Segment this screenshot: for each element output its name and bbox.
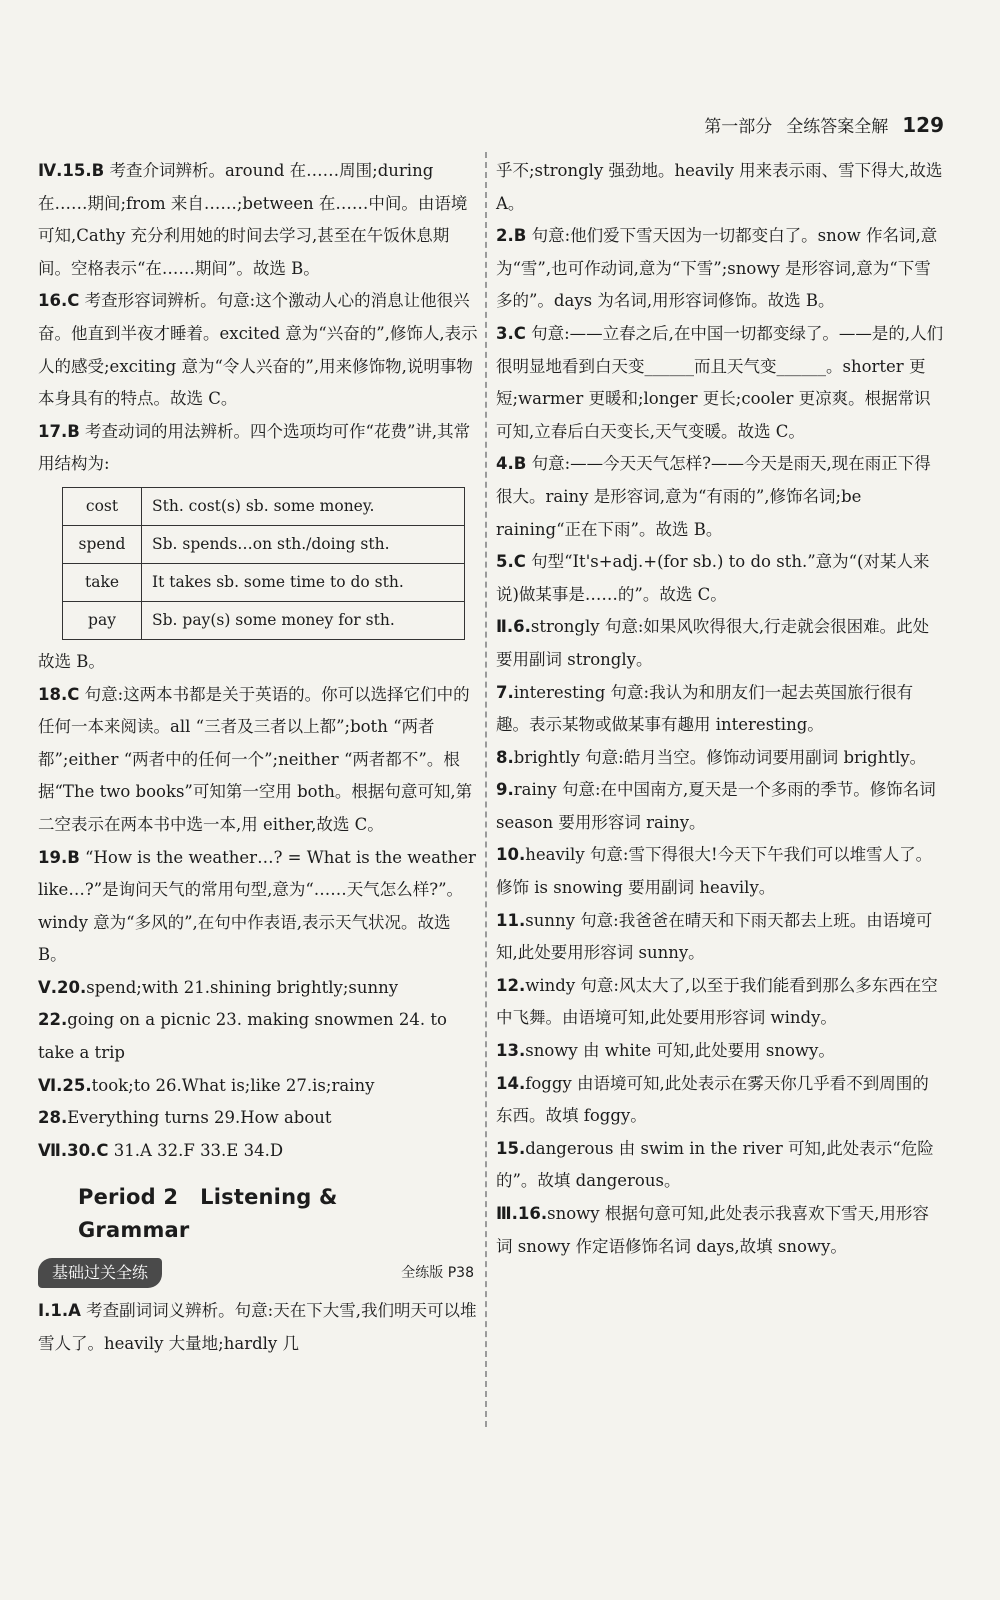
header-title: 全练答案全解: [786, 117, 889, 137]
answer-key: Ⅲ.16.: [496, 1204, 548, 1223]
answer-item: [496, 1133, 944, 1198]
answer-explanation: rainy 句意:在中国南方,夏天是一个多雨的季节。修饰名词 season 要用形容词 rainy。: [496, 780, 936, 832]
answer-explanation: snowy 根据句意可知,此处表示我喜欢下雪天,用形容词 snowy 作定语修饰名词 days,故填 snowy。: [496, 1204, 929, 1256]
answer-item: [38, 1135, 478, 1168]
answer-item: [38, 1102, 478, 1135]
answer-item: [38, 416, 478, 481]
section-badge-row: [38, 1257, 478, 1290]
answer-explanation: 句意:这两本书都是关于英语的。你可以选择它们中的任何一本来阅读。all “三者及三者以上都”;both “两者都”;either “两者中的任何一个”;neither “两者都不”。根据“The two books”可知第一空用 both。根据句意可知,第二空表示在两本书中选一本,用 either,故选 C。: [38, 684, 473, 834]
answer-explanation: 乎不;strongly 强劲地。heavily 用来表示雨、雪下得大,故选 A。: [496, 161, 943, 213]
answer-key: Ⅱ.6.: [496, 617, 531, 637]
answer-key: Ⅵ.25.: [38, 1075, 92, 1095]
answer-explanation: took;to 26.What is;like 27.is;rainy: [91, 1075, 375, 1095]
answer-item: [38, 285, 478, 415]
structure-cell: Sb. pay(s) some money for sth.: [142, 601, 465, 639]
answer-key: 13.: [496, 1041, 526, 1061]
answer-explanation: strongly 句意:如果风吹得很大,行走就会很困难。此处要用副词 strongly。: [496, 617, 930, 669]
answer-key: 9.: [496, 780, 514, 800]
answer-item: [496, 448, 944, 546]
answer-key: Ⅴ.20.: [38, 977, 87, 997]
table-row: [63, 525, 465, 563]
answer-explanation: dangerous 由 swim in the river 可知,此处表示“危险的”。故填 dangerous。: [496, 1138, 934, 1191]
answer-explanation: going on a picnic 23. making snowmen 24. to take a trip: [38, 1010, 447, 1063]
section-badge: 基础过关全练: [38, 1258, 162, 1288]
verb-cell: pay: [63, 601, 142, 639]
section-label: 第一部分: [704, 117, 773, 137]
answer-explanation: brightly 句意:皓月当空。修饰动词要用副词 brightly。: [513, 747, 927, 767]
answer-item: [496, 677, 944, 742]
answer-explanation: 考查形容词辨析。句意:这个激动人心的消息让他很兴奋。他直到半夜才睡着。excited 意为“兴奋的”,修饰人,表示人的感受;exciting 意为“令人兴奋的”,用来修饰物,说明事物本身具有的特点。故选 C。: [38, 291, 478, 409]
answer-explanation: 句意:——今天天气怎样?——今天是雨天,现在雨正下得很大。rainy 是形容词,意为“有雨的”,修饰名词;be raining“正在下雨”。故选 B。: [496, 454, 931, 539]
answer-key: 28.: [38, 1108, 68, 1128]
answer-explanation: spend;with 21.shining brightly;sunny: [86, 977, 399, 997]
answer-item: [496, 546, 944, 611]
answer-key: 16.C: [38, 291, 80, 311]
answer-explanation: snowy 由 white 可知,此处要用 snowy。: [525, 1041, 835, 1061]
answer-explanation: sunny 句意:我爸爸在晴天和下雨天都去上班。由语境可知,此处要用形容词 sunny。: [496, 910, 933, 963]
answer-explanation: windy 句意:风太大了,以至于我们能看到那么多东西在空中飞舞。由语境可知,此处要用形容词 windy。: [496, 975, 938, 1028]
verb-cell: take: [63, 563, 142, 601]
answer-explanation: “How is the weather…? = What is the weather like…?”是询问天气的常用句型,意为“……天气怎么样?”。windy 意为“多风的”,在句中作表语,表示天气状况。故选 B。: [38, 847, 476, 965]
answer-explanation: Everything turns 29.How about: [67, 1108, 332, 1128]
page-reference: 全练版 P38: [401, 1264, 474, 1281]
answer-explanation: 考查介词辨析。around 在……周围;during 在……期间;from 来自……;between 在……中间。由语境可知,Cathy 充分利用她的时间去学习,甚至在午饭休息期间。空格表示“在……期间”。故选 B。: [38, 161, 468, 278]
answer-key: 4.B: [496, 454, 527, 474]
table-row: [63, 601, 465, 639]
answer-item: [38, 1070, 478, 1103]
answer-key: 17.B: [38, 421, 80, 441]
answer-item: [38, 155, 478, 285]
answer-key: 3.C: [496, 323, 526, 343]
answer-key: 7.: [496, 682, 514, 702]
answer-item: [496, 1068, 944, 1133]
answer-explanation: 考查副词词义辨析。句意:天在下大雪,我们明天可以堆雪人了。heavily 大量地;hardly 几: [38, 1301, 477, 1353]
answer-item: [38, 842, 478, 972]
verb-usage-table: [62, 487, 465, 640]
answer-item: [38, 972, 478, 1005]
answer-explanation: 考查动词的用法辨析。四个选项均可作“花费”讲,其常用结构为:: [38, 421, 471, 474]
answer-key: 8.: [496, 747, 514, 767]
answer-key: Ⅶ.30.C: [38, 1140, 109, 1160]
verb-cell: spend: [63, 525, 142, 563]
answer-item: [496, 155, 944, 220]
structure-cell: Sb. spends…on sth./doing sth.: [142, 525, 465, 563]
table-row: [63, 563, 465, 601]
answer-item: [38, 1295, 478, 1360]
page-number: 129: [902, 113, 944, 137]
answer-key: 19.B: [38, 847, 80, 867]
answer-key: 18.C: [38, 684, 80, 704]
answer-key: 5.C: [496, 552, 526, 572]
answer-explanation: 句意:他们爱下雪天因为一切都变白了。snow 作名词,意为“雪”,也可作动词,意为“下雪”;snowy 是形容词,意为“下雪多的”。days 为名词,用形容词修饰。故选 B。: [496, 226, 938, 311]
answer-key: 22.: [38, 1010, 68, 1030]
answer-item: [496, 742, 944, 775]
answer-key: 2.B: [496, 226, 527, 246]
answer-key: Ⅰ.1.A: [38, 1301, 81, 1321]
period-number: Period 2: [78, 1185, 179, 1210]
column-divider: [485, 152, 487, 1427]
answer-item: [38, 679, 478, 842]
answer-item: [38, 1004, 478, 1069]
left-column: [38, 155, 478, 1360]
answer-key: 12.: [496, 975, 526, 995]
structure-cell: Sth. cost(s) sb. some money.: [142, 487, 465, 525]
verb-cell: cost: [63, 487, 142, 525]
answer-explanation: 故选 B。: [38, 651, 105, 671]
answer-item: [496, 839, 944, 904]
answer-item: [496, 1035, 944, 1068]
answer-explanation: 句意:——立春之后,在中国一切都变绿了。——是的,人们很明显地看到白天变______而且天气变______。shorter 更短;warmer 更暖和;longer 更长;cooler 更凉爽。根据常识可知,立春后白天变长,天气变暖。故选 C。: [496, 323, 944, 441]
answer-item: [496, 1198, 944, 1263]
answer-item: [38, 646, 478, 679]
answer-explanation: heavily 句意:雪下得很大!今天下午我们可以堆雪人了。修饰 is snowing 要用副词 heavily。: [496, 845, 933, 898]
answer-explanation: 句型“It's+adj.+(for sb.) to do sth.”意为“(对某人来说)做某事是……的”。故选 C。: [496, 552, 930, 604]
answer-item: [496, 970, 944, 1035]
period-heading: [78, 1181, 478, 1246]
period-title: Listening & Grammar: [78, 1185, 338, 1243]
table-row: [63, 487, 465, 525]
answer-item: [496, 774, 944, 839]
page-header: [704, 112, 944, 137]
answer-item: [496, 220, 944, 318]
answer-key: 11.: [496, 910, 526, 930]
answer-key: Ⅳ.15.B: [38, 161, 105, 180]
answer-key: 14.: [496, 1073, 526, 1093]
answer-explanation: 31.A 32.F 33.E 34.D: [108, 1140, 284, 1160]
structure-cell: It takes sb. some time to do sth.: [142, 563, 465, 601]
answer-key: 10.: [496, 845, 526, 865]
right-column: [496, 155, 944, 1263]
answer-key: 15.: [496, 1138, 526, 1158]
answer-explanation: interesting 句意:我认为和朋友们一起去英国旅行很有趣。表示某物或做某事有趣用 interesting。: [496, 682, 914, 735]
answer-item: [496, 611, 944, 676]
answer-item: [496, 318, 944, 448]
answer-item: [496, 905, 944, 970]
answer-explanation: foggy 由语境可知,此处表示在雾天你几乎看不到周围的东西。故填 foggy。: [496, 1073, 929, 1126]
